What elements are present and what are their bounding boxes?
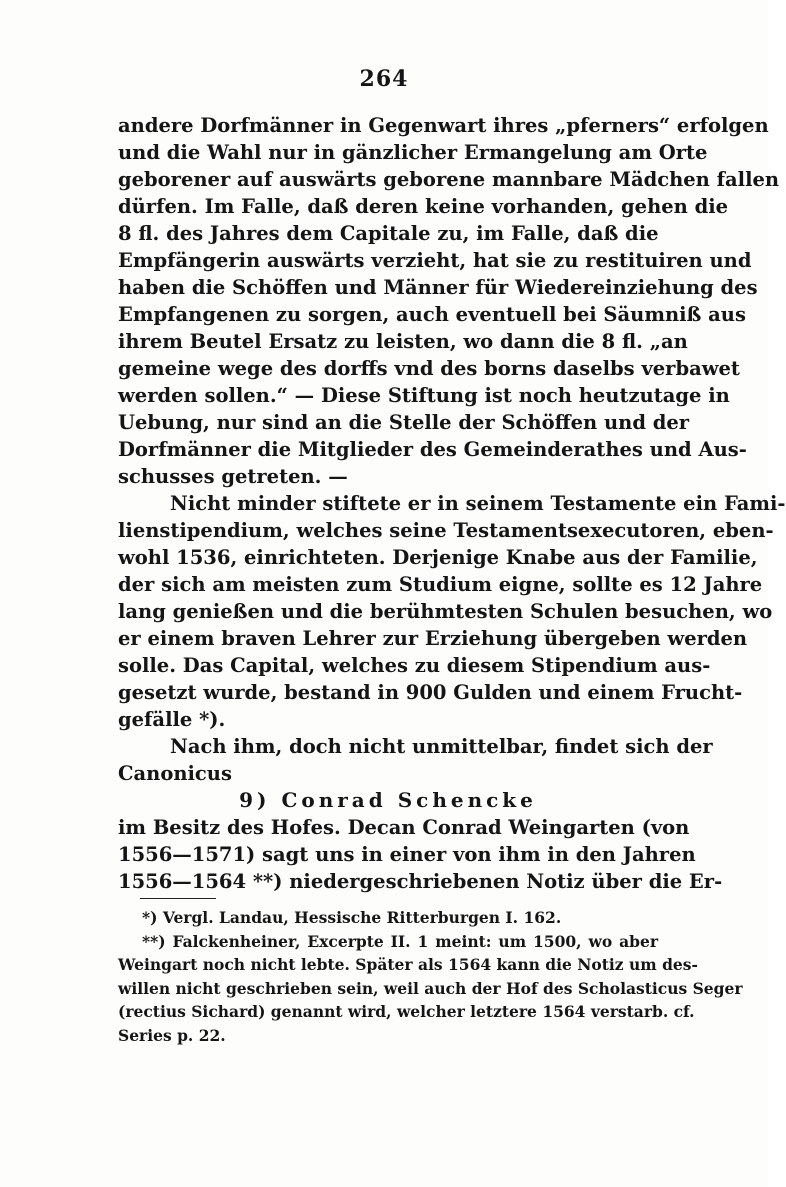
- text-line: Empfängerin auswärts verzieht, hat sie zu restituiren und: [118, 249, 752, 272]
- text-line: schusses getreten. —: [118, 465, 348, 488]
- text-line: Canonicus: [118, 762, 232, 785]
- text-line: lienstipendium, welches seine Testamentsexecutoren, eben-: [118, 519, 774, 542]
- text-line: gemeine wege des dorffs vnd des borns daselbs verbawet: [118, 357, 740, 380]
- text-line: und die Wahl nur in gänzlicher Ermangelung am Orte: [118, 141, 708, 164]
- text-line: der sich am meisten zum Studium eigne, sollte es 12 Jahre: [118, 573, 763, 596]
- footnote-divider: [140, 898, 216, 899]
- text-line: gefälle *).: [118, 708, 226, 731]
- page-number: 264: [359, 66, 409, 92]
- text-line: Empfangenen zu sorgen, auch eventuell bei Säumniß aus: [118, 303, 746, 326]
- body-text: [118, 112, 786, 895]
- text-line: Dorfmänner die Mitglieder des Gemeinderathes und Aus-: [118, 438, 747, 461]
- section-heading: 9) Conrad Schencke: [239, 788, 537, 812]
- footnote-line: *) Vergl. Landau, Hessische Ritterburgen I. 162.: [142, 908, 562, 927]
- text-line: solle. Das Capital, welches zu diesem Stipendium aus-: [118, 654, 711, 677]
- text-line: Uebung, nur sind an die Stelle der Schöffen und der: [118, 411, 690, 434]
- footnote-line: Weingart noch nicht lebte. Später als 1564 kann die Notiz um des-: [118, 955, 698, 974]
- text-line: werden sollen.“ — Diese Stiftung ist noch heutzutage in: [118, 384, 730, 407]
- text-line: wohl 1536, einrichteten. Derjenige Knabe aus der Familie,: [118, 546, 758, 569]
- text-line: im Besitz des Hofes. Decan Conrad Weingarten (von: [118, 816, 690, 839]
- text-line: haben die Schöffen und Männer für Wiedereinziehung des: [118, 276, 758, 299]
- text-line: lang genießen und die berühmtesten Schulen besuchen, wo: [118, 600, 773, 623]
- text-line: ihrem Beutel Ersatz zu leisten, wo dann die 8 fl. „an: [118, 330, 688, 353]
- footnote-line: Series p. 22.: [118, 1025, 226, 1045]
- text-line: 8 fl. des Jahres dem Capitale zu, im Falle, daß die: [118, 222, 659, 245]
- footnote-line: **) Falckenheiner, Excerpte II. 1 meint: um 1500, wo aber: [142, 931, 658, 951]
- text-line: er einem braven Lehrer zur Erziehung übergeben werden: [118, 627, 748, 650]
- footnote-line: willen nicht geschrieben sein, weil auch der Hof des Scholasticus Seger: [118, 978, 743, 998]
- paragraph-start-line: Nicht minder stiftete er in seinem Testamente ein Fami-: [170, 492, 786, 515]
- footnotes: [118, 906, 743, 1047]
- text-line: andere Dorfmänner in Gegenwart ihres „pferners“ erfolgen: [118, 114, 769, 137]
- text-line: 1556—1564 **) niedergeschriebenen Notiz über die Er-: [118, 870, 723, 893]
- paragraph-start-line: Nach ihm, doch nicht unmittelbar, findet sich der: [170, 735, 713, 758]
- text-line: dürfen. Im Falle, daß deren keine vorhanden, gehen die: [118, 195, 729, 218]
- text-line: 1556—1571) sagt uns in einer von ihm in den Jahren: [118, 843, 696, 866]
- text-line: geborener auf auswärts geborene mannbare Mädchen fallen: [118, 168, 780, 191]
- text-line: gesetzt wurde, bestand in 900 Gulden und einem Frucht-: [118, 681, 743, 704]
- footnote-line: (rectius Sichard) genannt wird, welcher letztere 1564 verstarb. cf.: [118, 1002, 695, 1021]
